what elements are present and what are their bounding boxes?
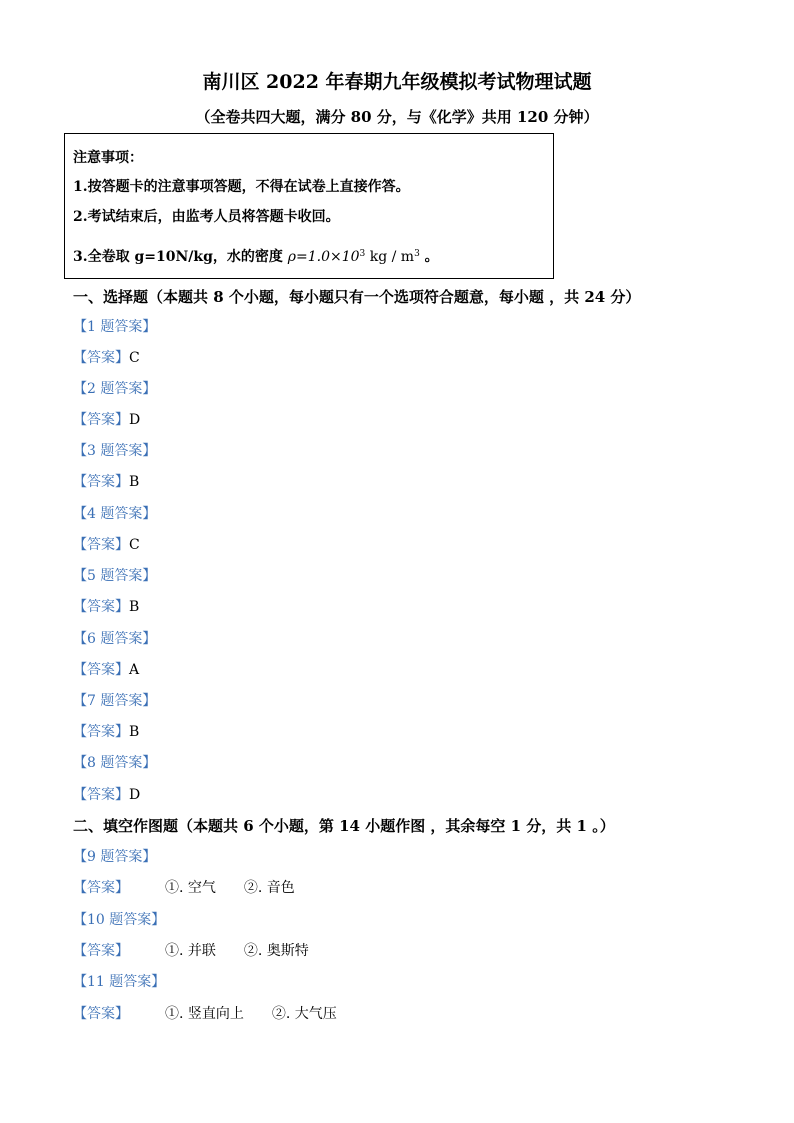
q11-label: 【11 题答案】 (73, 974, 166, 990)
answer-tag: 【答案】 (73, 880, 129, 896)
q1-answer (73, 348, 140, 368)
q6-answer (73, 660, 139, 680)
q11-answer (73, 1004, 337, 1024)
answer-part-2: ②. 音色 (243, 880, 295, 896)
density-formula (288, 249, 420, 265)
answer-part-1: ①. 并联 (165, 943, 216, 959)
q3-label: 【3 题答案】 (73, 443, 157, 459)
answer-tag: 【答案】 (73, 1006, 129, 1022)
answer-value: D (129, 787, 141, 803)
page-subtitle: （全卷共四大题，满分 80 分，与《化学》共用 120 分钟） (195, 108, 599, 126)
q1-label: 【1 题答案】 (73, 319, 157, 335)
q4-label: 【4 题答案】 (73, 506, 157, 522)
answer-tag: 【答案】 (73, 599, 129, 615)
answer-tag: 【答案】 (73, 943, 129, 959)
notice-item-2: 2.考试结束后，由监考人员将答题卡收回。 (73, 209, 340, 225)
notice-box (64, 133, 554, 279)
answer-tag: 【答案】 (73, 787, 129, 803)
section1-heading: 一、选择题（本题共 8 个小题，每小题只有一个选项符合题意，每小题 ，共 24 分） (73, 288, 641, 306)
q7-label: 【7 题答案】 (73, 693, 157, 709)
notice-item-3-suffix: 。 (419, 249, 439, 265)
page-title: 南川区 2022 年春期九年级模拟考试物理试题 (202, 71, 592, 93)
notice-item-1: 1.按答题卡的注意事项答题，不得在试卷上直接作答。 (73, 179, 410, 195)
answer-tag: 【答案】 (73, 350, 129, 366)
q10-label: 【10 题答案】 (73, 912, 166, 928)
q10-answer (73, 941, 309, 961)
answer-part-2: ②. 奥斯特 (243, 943, 309, 959)
q5-answer (73, 597, 139, 617)
answer-tag: 【答案】 (73, 537, 129, 553)
density-rho: ρ=1.0×10 (287, 249, 360, 265)
q9-label: 【9 题答案】 (73, 849, 157, 865)
answer-value: C (129, 350, 140, 366)
answer-value: B (129, 724, 140, 740)
notice-heading: 注意事项： (73, 150, 143, 166)
answer-part-1: ①. 空气 (165, 880, 216, 896)
q8-answer (73, 785, 140, 805)
q2-answer (73, 410, 140, 430)
answer-value: A (129, 662, 140, 678)
answer-tag: 【答案】 (73, 412, 129, 428)
notice-item-3-prefix: 3.全卷取 g=10N/kg，水的密度 (73, 249, 288, 265)
section2-heading: 二、填空作图题（本题共 6 个小题，第 14 小题作图 ，其余每空 1 分，共 1 。） (73, 817, 615, 835)
answer-value: C (129, 537, 140, 553)
q3-answer (73, 472, 139, 492)
q6-label: 【6 题答案】 (73, 631, 157, 647)
answer-part-2: ②. 大气压 (271, 1006, 337, 1022)
answer-tag: 【答案】 (73, 662, 129, 678)
q2-label: 【2 题答案】 (73, 381, 157, 397)
density-unit-exponent: 3 (414, 249, 420, 259)
q8-label: 【8 题答案】 (73, 755, 157, 771)
answer-value: D (129, 412, 141, 428)
q4-answer (73, 535, 140, 555)
notice-item-3 (73, 244, 439, 267)
density-exponent: 3 (359, 249, 366, 259)
q5-label: 【5 题答案】 (73, 568, 157, 584)
answer-value: B (129, 474, 140, 490)
q9-answer (73, 878, 295, 898)
q7-answer (73, 722, 139, 742)
answer-tag: 【答案】 (73, 724, 129, 740)
density-unit: kg / m (369, 249, 415, 265)
answer-tag: 【答案】 (73, 474, 129, 490)
answer-value: B (129, 599, 140, 615)
answer-part-1: ①. 竖直向上 (165, 1006, 244, 1022)
